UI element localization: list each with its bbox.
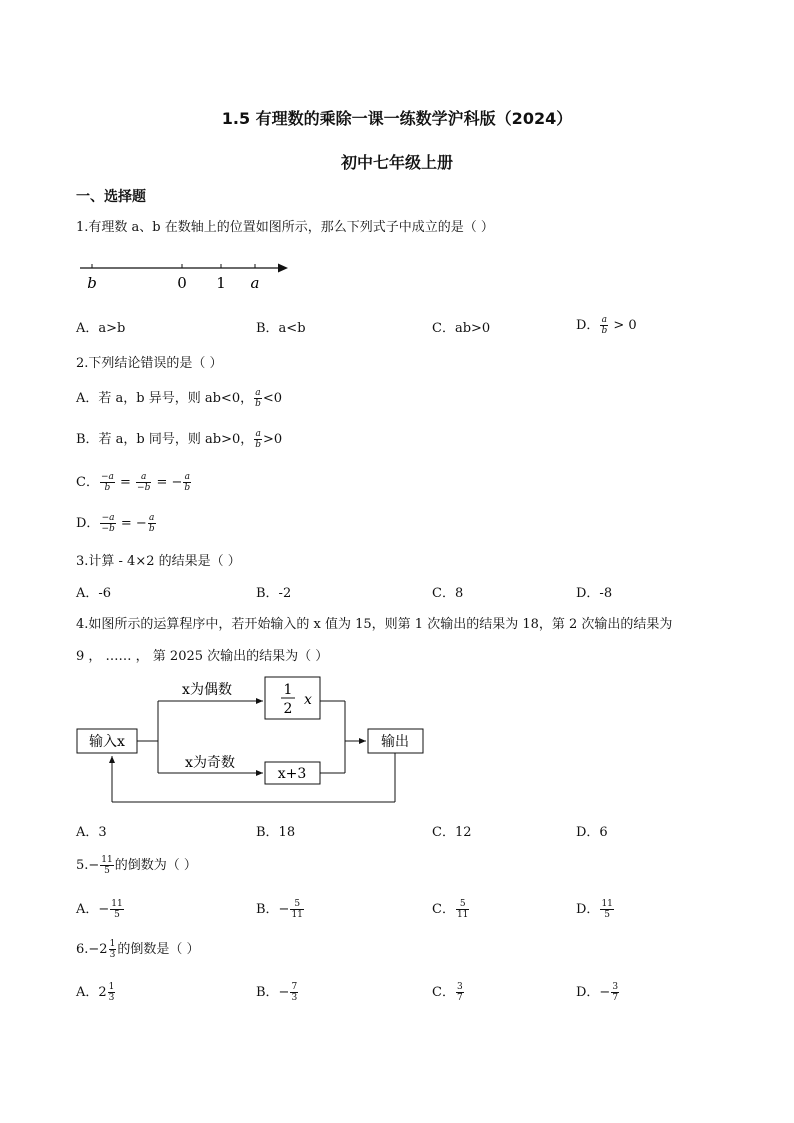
flow-even-den: 2 xyxy=(283,701,293,717)
q1-option-c: C．ab>0 xyxy=(432,321,491,336)
q6-option-d: D．− $\frac{3}{7}$ xyxy=(576,982,619,1003)
q2-option-c: C． $\frac{-a}{b}$ = $\frac{a}{-b}$ = − $\frac{a}{b}$ xyxy=(76,472,191,493)
q1-option-b: B．a<b xyxy=(256,321,306,336)
q2-option-b: B．若 a，b 同号，则 ab>0， $\frac{a}{b}$ >0 xyxy=(76,429,283,450)
axis-label-a: a xyxy=(250,274,260,292)
q1-option-d: D． $\frac{a}{b}$ > 0 xyxy=(576,315,637,336)
section-heading: 一、选择题 xyxy=(76,189,146,205)
question-5-stem: 5.− $\frac{11}{5}$ 的倒数为（ ） xyxy=(76,855,197,876)
page-title: 1.5 有理数的乘除一课一练数学沪科版（2024） xyxy=(221,109,573,128)
q6-option-b: B．− $\frac{7}{3}$ xyxy=(256,982,298,1003)
flow-odd-label: x为奇数 xyxy=(185,755,235,771)
flow-odd-expr: x+3 xyxy=(277,766,307,782)
q3-option-c: C．8 xyxy=(432,586,464,601)
q3-option-d: D．-8 xyxy=(576,586,613,601)
axis-label-0: 0 xyxy=(177,274,187,292)
q5-option-b: B．− $\frac{5}{11}$ xyxy=(256,899,303,920)
question-2-stem: 2.下列结论错误的是（ ） xyxy=(76,356,223,371)
axis-label-b: b xyxy=(87,274,97,292)
axis-label-1: 1 xyxy=(216,274,226,292)
flow-even-num: 1 xyxy=(283,682,293,698)
q2-option-d: D． $\frac{-a}{-b}$ = − $\frac{a}{b}$ xyxy=(76,513,155,534)
flow-output-label: 输出 xyxy=(381,734,409,750)
q1-option-a: A．a>b xyxy=(76,321,126,336)
q6-option-c: C． $\frac{3}{7}$ xyxy=(432,982,463,1003)
q5-option-a: A．− $\frac{11}{5}$ xyxy=(76,899,123,920)
question-4-stem-line1: 4.如图所示的运算程序中，若开始输入的 x 值为 15，则第 1 次输出的结果为 18，第 2 次输出的结果为 xyxy=(76,617,673,632)
flowchart-figure xyxy=(70,672,440,810)
flow-input-label: 输入x xyxy=(89,734,125,750)
q3-option-a: A．-6 xyxy=(76,586,112,601)
q2-option-a: A．若 a，b 异号，则 ab<0， $\frac{a}{b}$ <0 xyxy=(76,388,283,409)
number-line-figure xyxy=(76,255,306,295)
question-1-stem: 1.有理数 a、b 在数轴上的位置如图所示，那么下列式子中成立的是（ ） xyxy=(76,220,494,235)
q5-option-c: C． $\frac{5}{11}$ xyxy=(432,899,469,920)
q4-option-c: C．12 xyxy=(432,825,472,840)
question-6-stem: 6.−2 $\frac{1}{3}$ 的倒数是（ ） xyxy=(76,939,200,960)
q6-option-a: A．2 $\frac{1}{3}$ xyxy=(76,982,115,1003)
q5-option-d: D． $\frac{11}{5}$ xyxy=(576,899,613,920)
flow-even-label: x为偶数 xyxy=(182,682,232,698)
q4-option-d: D．6 xyxy=(576,825,608,840)
q4-option-b: B．18 xyxy=(256,825,296,840)
question-3-stem: 3.计算 - 4×2 的结果是（ ） xyxy=(76,554,241,569)
page-subtitle: 初中七年级上册 xyxy=(340,153,453,172)
question-4-stem-line2: 9 ， …… ， 第 2025 次输出的结果为（ ） xyxy=(76,649,329,664)
flow-even-var: x xyxy=(304,692,312,708)
number-line-arrow xyxy=(278,264,288,273)
q4-option-a: A．3 xyxy=(76,825,107,840)
q3-option-b: B．-2 xyxy=(256,586,292,601)
